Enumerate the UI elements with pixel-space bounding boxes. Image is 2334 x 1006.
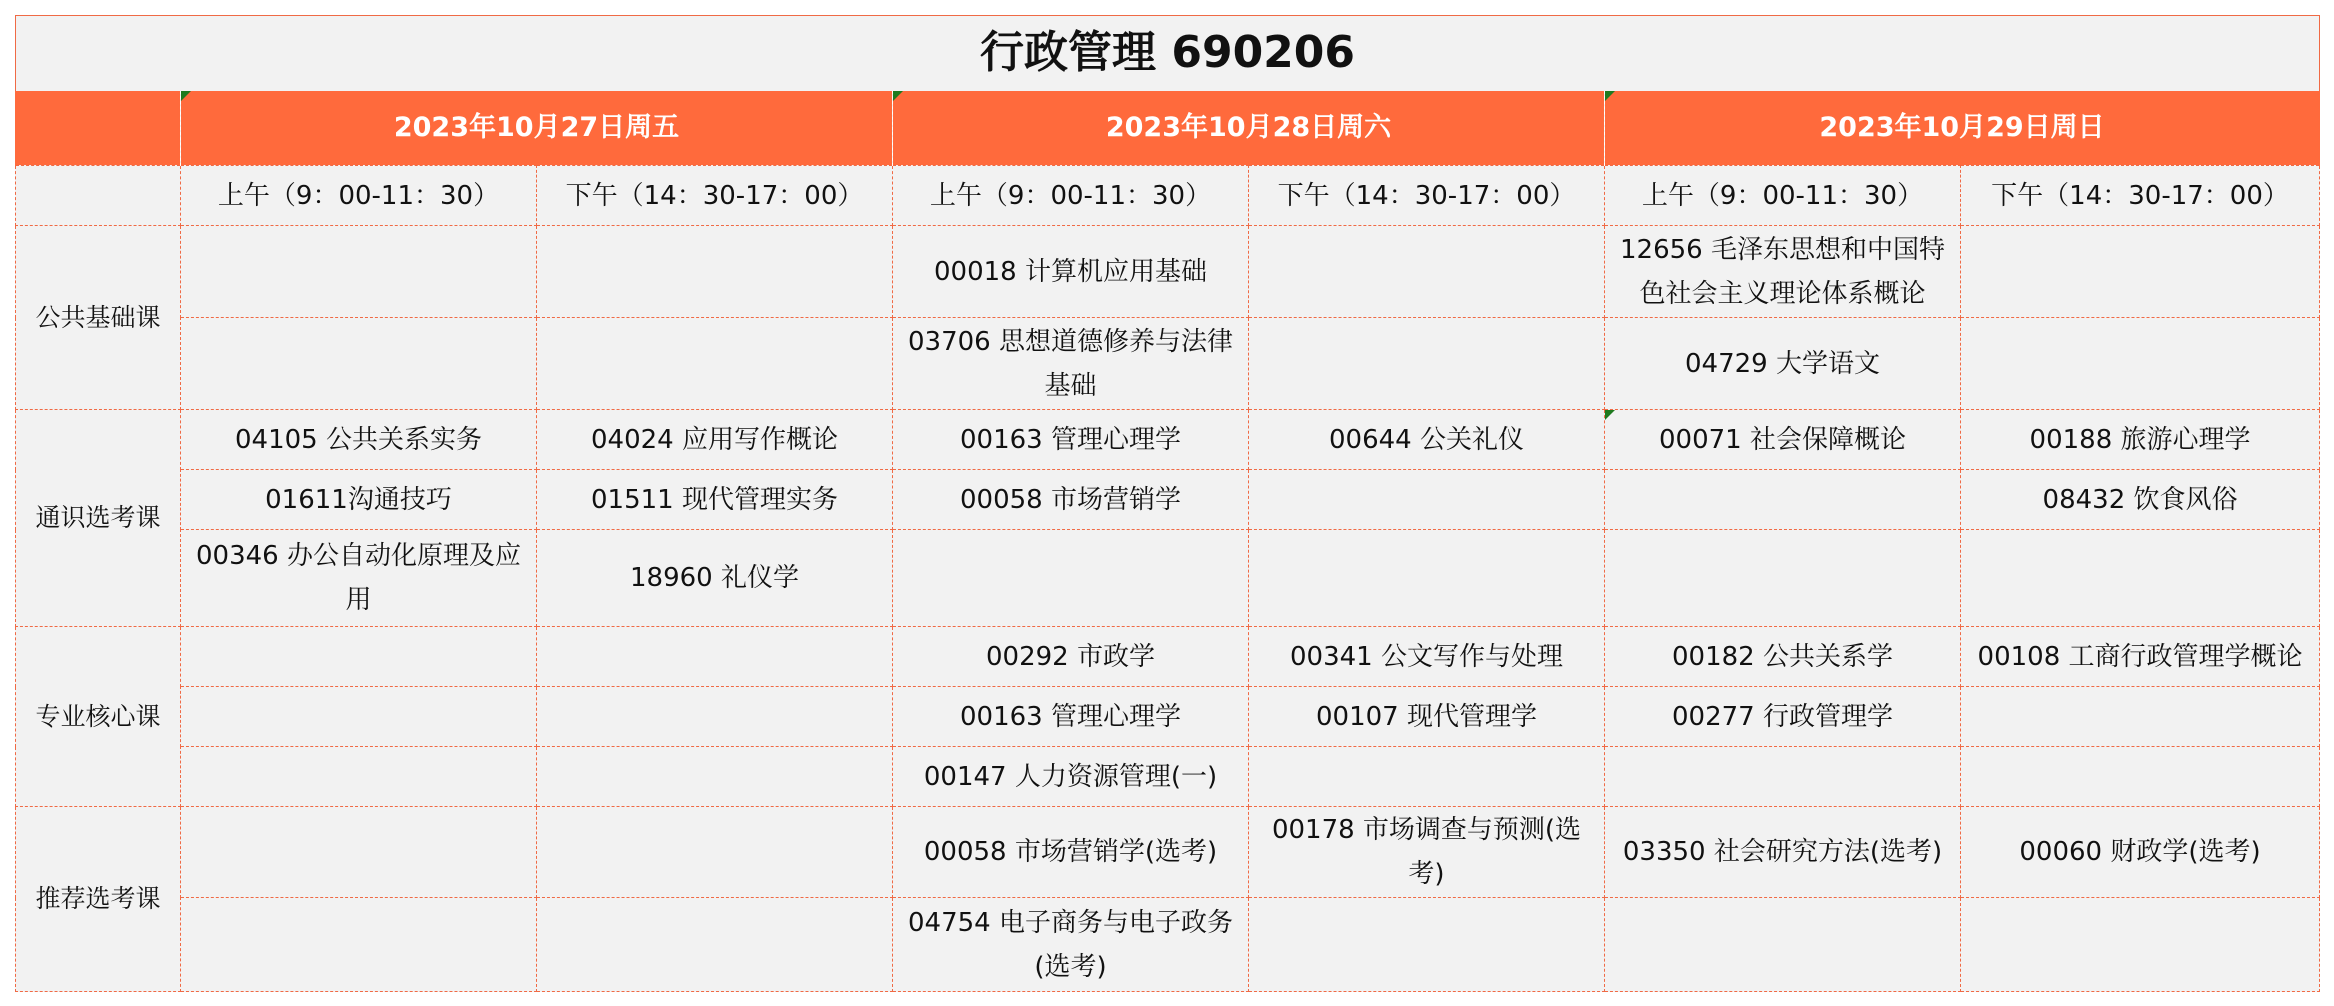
course-cell [181, 627, 537, 687]
course-cell [181, 226, 537, 318]
course-cell [537, 898, 893, 992]
course-cell [181, 687, 537, 747]
course-cell [1961, 318, 2320, 410]
slot-header-day3-pm: 下午（14：30-17：00） [1961, 166, 2320, 226]
course-cell: 04754 电子商务与电子政务(选考) [893, 898, 1249, 992]
course-cell: 00163 管理心理学 [893, 687, 1249, 747]
slot-header-day1-am: 上午（9：00-11：30） [181, 166, 537, 226]
course-cell: 01611沟通技巧 [181, 470, 537, 530]
course-cell: 00058 市场营销学 [893, 470, 1249, 530]
course-cell [181, 807, 537, 898]
course-cell: 18960 礼仪学 [537, 530, 893, 627]
course-cell: 03706 思想道德修养与法律基础 [893, 318, 1249, 410]
course-cell: 00341 公文写作与处理 [1249, 627, 1605, 687]
course-cell [1961, 530, 2320, 627]
course-cell [1605, 898, 1961, 992]
course-cell: 04729 大学语文 [1605, 318, 1961, 410]
course-cell: 00346 办公自动化原理及应用 [181, 530, 537, 627]
course-cell [1249, 898, 1605, 992]
course-cell: 04105 公共关系实务 [181, 410, 537, 470]
course-cell [181, 898, 537, 992]
course-cell: 00108 工商行政管理学概论 [1961, 627, 2320, 687]
course-cell [181, 318, 537, 410]
slot-header-day3-am: 上午（9：00-11：30） [1605, 166, 1961, 226]
date-header-day3: 2023年10月29日周日 [1605, 91, 2320, 166]
course-cell [537, 226, 893, 318]
course-cell: 00644 公关礼仪 [1249, 410, 1605, 470]
date-header-day2: 2023年10月28日周六 [893, 91, 1605, 166]
course-cell: 00188 旅游心理学 [1961, 410, 2320, 470]
course-cell: 00060 财政学(选考) [1961, 807, 2320, 898]
course-cell: 00292 市政学 [893, 627, 1249, 687]
course-cell: 12656 毛泽东思想和中国特色社会主义理论体系概论 [1605, 226, 1961, 318]
slot-header-day2-pm: 下午（14：30-17：00） [1249, 166, 1605, 226]
course-cell [1605, 747, 1961, 807]
course-cell [537, 687, 893, 747]
course-cell [1961, 898, 2320, 992]
course-cell [537, 318, 893, 410]
course-cell [1961, 687, 2320, 747]
slot-header-day1-pm: 下午（14：30-17：00） [537, 166, 893, 226]
course-cell: 00058 市场营销学(选考) [893, 807, 1249, 898]
course-cell [1961, 226, 2320, 318]
blank-slot-label [16, 166, 181, 226]
course-cell [537, 747, 893, 807]
course-cell: 08432 饮食风俗 [1961, 470, 2320, 530]
page-title: 行政管理 690206 [16, 16, 2320, 91]
course-cell: 03350 社会研究方法(选考) [1605, 807, 1961, 898]
course-cell: 01511 现代管理实务 [537, 470, 893, 530]
course-cell [181, 747, 537, 807]
category-general: 通识选考课 [16, 410, 181, 627]
category-core: 专业核心课 [16, 627, 181, 807]
date-header-day1: 2023年10月27日周五 [181, 91, 893, 166]
course-cell [1249, 318, 1605, 410]
course-cell [1605, 470, 1961, 530]
course-cell: 00147 人力资源管理(一) [893, 747, 1249, 807]
course-cell: 00018 计算机应用基础 [893, 226, 1249, 318]
course-cell [537, 807, 893, 898]
category-recommended: 推荐选考课 [16, 807, 181, 992]
course-cell: 00163 管理心理学 [893, 410, 1249, 470]
course-cell: 00178 市场调查与预测(选考) [1249, 807, 1605, 898]
course-cell [1961, 747, 2320, 807]
course-cell: 04024 应用写作概论 [537, 410, 893, 470]
course-cell: 00277 行政管理学 [1605, 687, 1961, 747]
course-cell: 00107 现代管理学 [1249, 687, 1605, 747]
corner-header-cell [16, 91, 181, 166]
category-public: 公共基础课 [16, 226, 181, 410]
exam-schedule-table [15, 15, 2320, 992]
course-cell [1249, 530, 1605, 627]
course-cell [893, 530, 1249, 627]
course-cell: 00182 公共关系学 [1605, 627, 1961, 687]
slot-header-day2-am: 上午（9：00-11：30） [893, 166, 1249, 226]
course-cell [1249, 470, 1605, 530]
course-cell [1249, 747, 1605, 807]
course-cell [537, 627, 893, 687]
course-cell [1249, 226, 1605, 318]
course-cell: 00071 社会保障概论 [1605, 410, 1961, 470]
course-cell [1605, 530, 1961, 627]
